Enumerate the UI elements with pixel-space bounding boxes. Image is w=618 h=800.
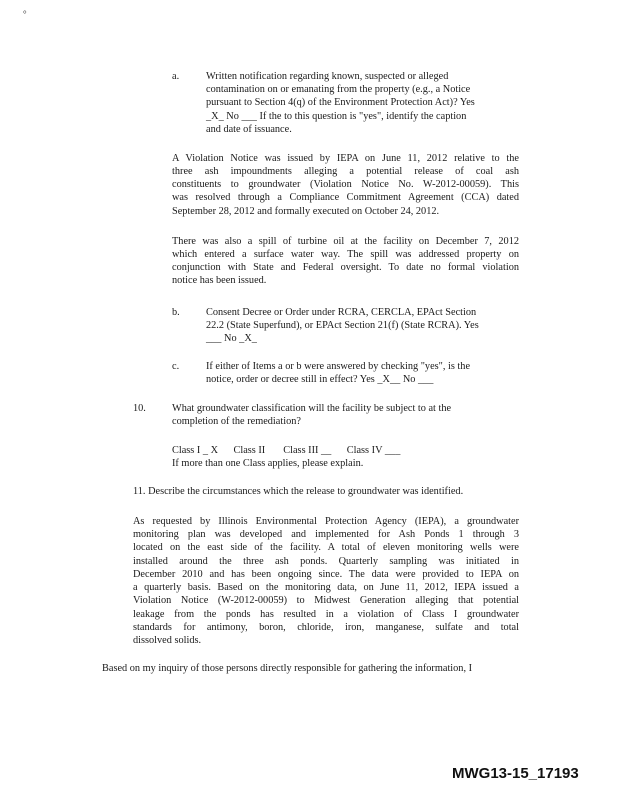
item-c-label: c. (172, 361, 180, 372)
bates-number: MWG13-15_17193 (452, 765, 579, 782)
item-c-line: notice, order or decree still in effect? Yes _X__ No ___ (206, 374, 434, 385)
paragraph-line: was resolved through a Compliance Commitment Agreement (CCA) dated (172, 192, 519, 203)
paragraph-line: As requested by Illinois Environmental Protection Agency (IEPA), a groundwater (133, 516, 519, 527)
item-a-line: pursuant to Section 4(q) of the Environment Protection Act)? Yes (206, 97, 475, 108)
item-a-line: Written notification regarding known, suspected or alleged (206, 71, 449, 82)
paragraph-line: which entered a surface water way. The spill was addressed property on (172, 249, 519, 260)
item-10-line: completion of the remediation? (172, 416, 301, 427)
paragraph-line: constituents to groundwater (Violation Notice No. W-2012-00059). This (172, 179, 519, 190)
corner-mark: ° (23, 9, 27, 19)
paragraph-line: conjunction with State and Federal oversight. To date no formal violation (172, 262, 519, 273)
paragraph-line: A Violation Notice was issued by IEPA on June 11, 2012 relative to the (172, 153, 519, 164)
paragraph-line: There was also a spill of turbine oil at the facility on December 7, 2012 (172, 236, 519, 247)
item-a-line: and date of issuance. (206, 124, 292, 135)
item-a-line: _X_ No ___ If the to this question is "yes", identify the caption (206, 111, 467, 122)
paragraph-line: located on the east side of the facility. A total of eleven monitoring wells were (133, 542, 519, 553)
item-b-line: ___ No _X_ (206, 333, 257, 344)
paragraph-line: December 2010 and has been ongoing since. The data were provided to IEPA on (133, 569, 519, 580)
paragraph-line: monitoring plan was developed and implemented for Ash Ponds 1 through 3 (133, 529, 519, 540)
certification-line: Based on my inquiry of those persons directly responsible for gathering the information, I (102, 663, 473, 674)
item-a-label: a. (172, 71, 180, 82)
paragraph-line: Violation Notice (W-2012-00059) to Midwest Generation alleging that potential (133, 595, 519, 606)
item-c-line: If either of Items a or b were answered by checking "yes", is the (206, 361, 471, 372)
paragraph-line: dissolved solids. (133, 635, 202, 646)
paragraph-line: September 28, 2012 and formally executed on October 24, 2012. (172, 206, 440, 217)
item-10-label: 10. (133, 403, 146, 414)
paragraph-line: standards for antimony, boron, chloride, iron, manganese, sulfate and total (133, 622, 519, 633)
item-b-label: b. (172, 307, 180, 318)
paragraph-line: installed around the three ash ponds. Quarterly sampling was initiated in (133, 556, 519, 567)
item-11-heading: 11. Describe the circumstances which the release to groundwater was identified. (133, 486, 464, 497)
paragraph-line: leakage from the ponds has resulted in a violation of Class I groundwater (133, 609, 519, 620)
paragraph-line: notice has been issued. (172, 275, 267, 286)
item-b-line: Consent Decree or Order under RCRA, CERCLA, EPAct Section (206, 307, 477, 318)
item-a-line: contamination on or emanating from the property (e.g., a Notice (206, 84, 471, 95)
paragraph-line: three ash impoundments alleging a potential release of coal ash (172, 166, 519, 177)
paragraph-line: a quarterly basis. Based on the monitoring data, on June 11, 2012, IEPA issued a (133, 582, 519, 593)
groundwater-class-options: Class I _ X Class II Class III __ Class IV ___ (172, 445, 401, 456)
class-explanation-note: If more than one Class applies, please explain. (172, 458, 364, 469)
item-b-line: 22.2 (State Superfund), or EPAct Section 21(f) (State RCRA). Yes (206, 320, 479, 331)
item-10-line: What groundwater classification will the facility be subject to at the (172, 403, 452, 414)
